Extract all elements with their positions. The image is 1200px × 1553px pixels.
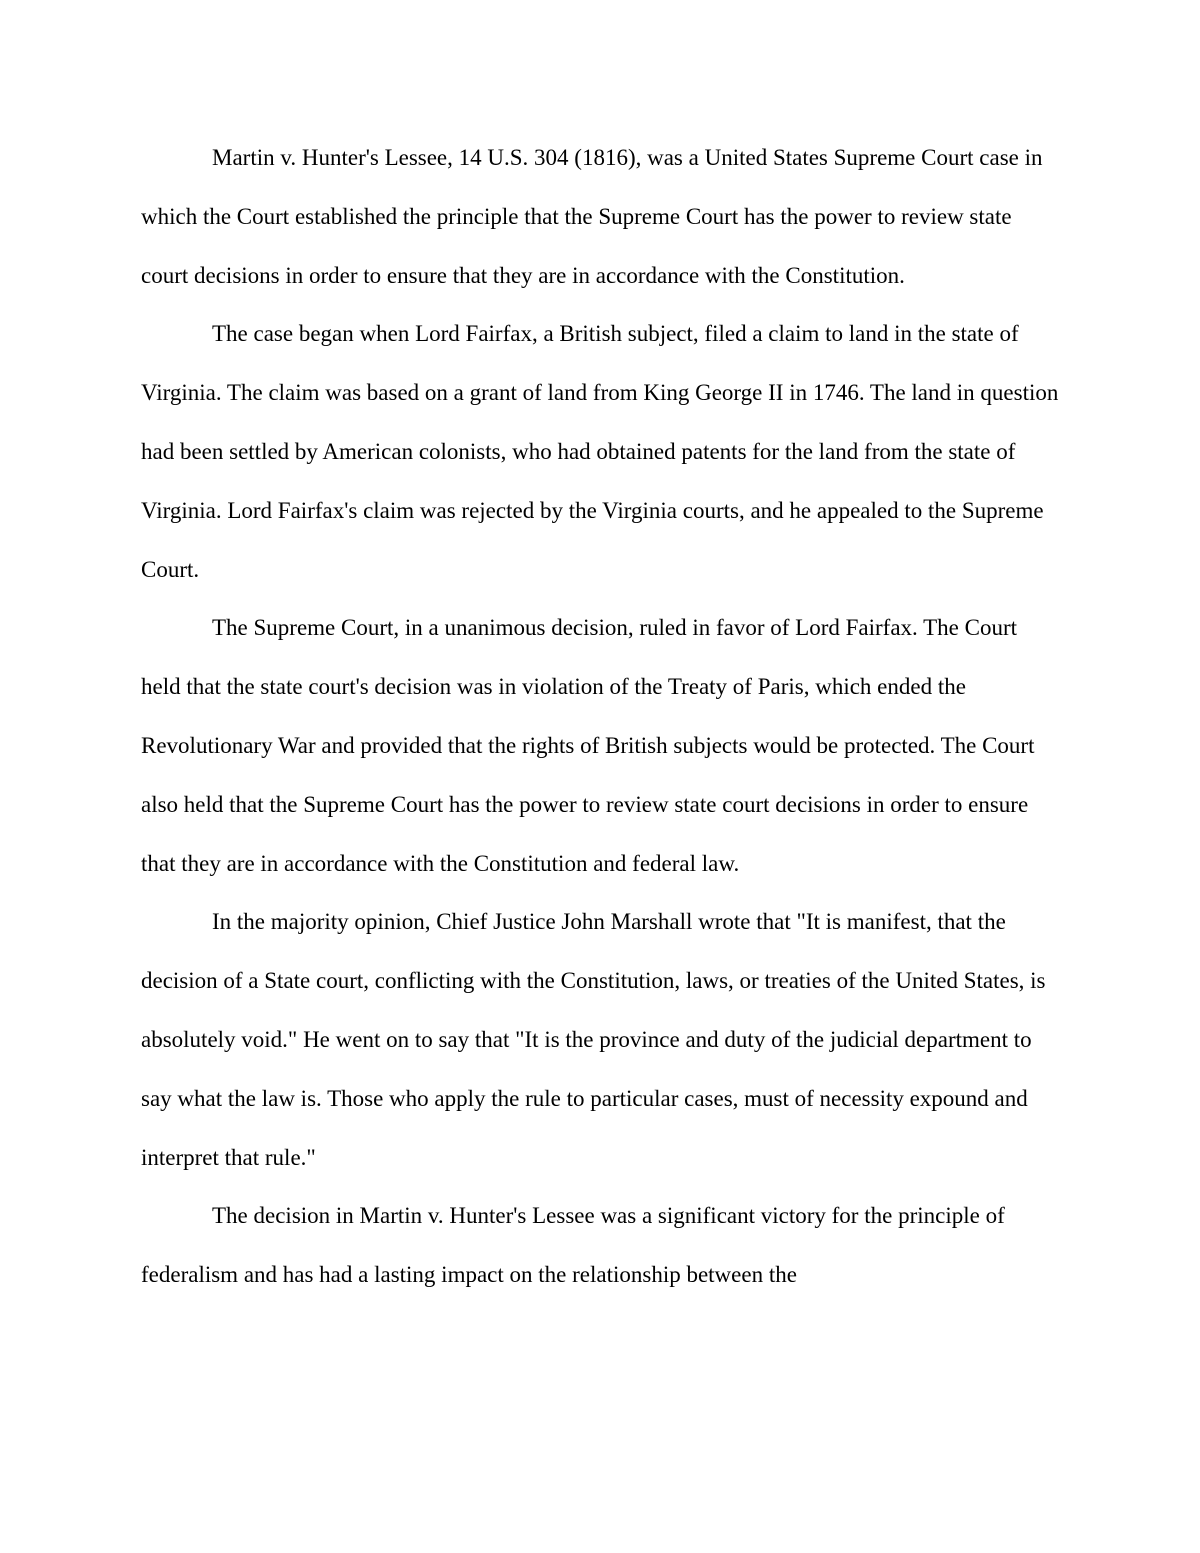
paragraph-2: The case began when Lord Fairfax, a British subject, filed a claim to land in the state of Virginia. The claim was based on a grant of land from King George II in 1746. The land in question had been settled by American colonists, who had obtained patents for the land from the state of Virginia. Lord Fairfax's claim was rejected by the Virginia courts, and he appealed to the Supreme Court.	[141, 321, 1059, 582]
paragraph-4: In the majority opinion, Chief Justice John Marshall wrote that "It is manifest, that the decision of a State court, conflicting with the Constitution, laws, or treaties of the United States, is absolutely void." He went on to say that "It is the province and duty of the judicial department to say what the law is. Those who apply the rule to particular cases, must of necessity expound and interpret that rule."	[141, 909, 1046, 1170]
paragraph-3: The Supreme Court, in a unanimous decision, ruled in favor of Lord Fairfax. The Court held that the state court's decision was in violation of the Treaty of Paris, which ended the Revolutionary War and provided that the rights of British subjects would be protected. The Court also held that the Supreme Court has the power to review state court decisions in order to ensure that they are in accordance with the Constitution and federal law.	[141, 615, 1035, 876]
document-body	[141, 129, 1059, 1305]
paragraph-1: Martin v. Hunter's Lessee, 14 U.S. 304 (1816), was a United States Supreme Court case in which the Court established the principle that the Supreme Court has the power to review state court decisions in order to ensure that they are in accordance with the Constitution.	[141, 145, 1043, 288]
paragraph-5: The decision in Martin v. Hunter's Lessee was a significant victory for the principle of federalism and has had a lasting impact on the relationship between the	[141, 1203, 1005, 1288]
